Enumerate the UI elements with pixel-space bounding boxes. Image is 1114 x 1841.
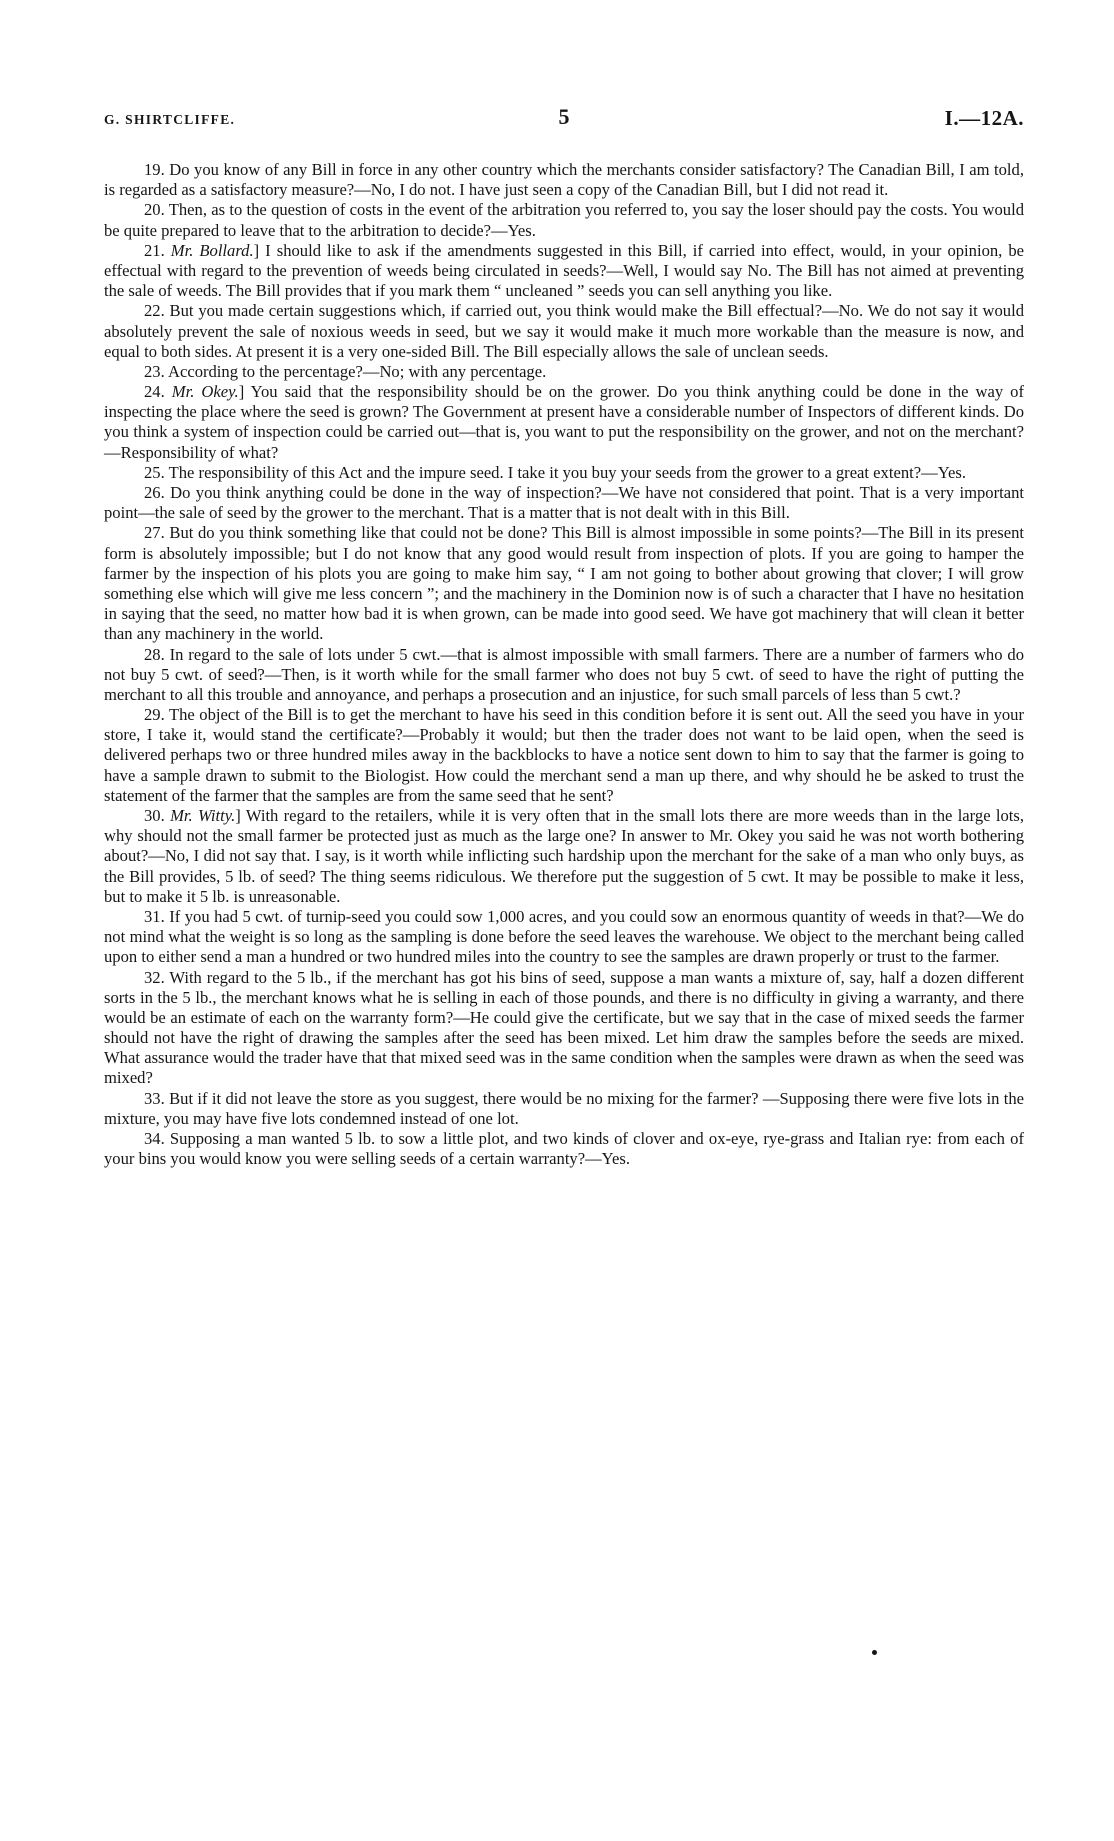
paragraph-33: 33. But if it did not leave the store as you suggest, there would be no mixing for the farmer? —Supposing there were five lots in the mixture, you may have five lots condemned instead of one lot.	[104, 1088, 1024, 1128]
page-number: 5	[558, 104, 570, 129]
page-header	[104, 104, 1024, 134]
question-number: 24.	[144, 382, 165, 402]
speaker-name: Mr. Okey.	[171, 382, 239, 402]
paragraph-26: 26. Do you think anything could be done in the way of inspection?—We have not considered that point. That is a very important point—the sale of seed by the grower to the merchant. That is a matter that is not dealt with in this Bill.	[104, 483, 1024, 523]
paragraph-30: 30. Mr. Witty.] With regard to the retailers, while it is very often that in the small lots there are more weeds than in the large lots, why should not the small farmer be protected just as much as the large one? In answer to Mr. Okey you said he was not worth bothering about?—No, I did not say that. I say, is it worth while inflicting such hardship upon the merchant for the sake of a man who only buys, as the Bill provides, 5 lb. of seed? The thing seems ridiculous. We therefore put the suggestion of 5 cwt. It may be possible to make it less, but to make it 5 lb. is unreasonable.	[104, 806, 1024, 906]
paragraph-25: 25. The responsibility of this Act and the impure seed. I take it you buy your seeds from the grower to a great extent?—Yes.	[144, 462, 966, 482]
document-reference: I.—12A.	[944, 106, 1024, 130]
paragraph-22: 22. But you made certain suggestions which, if carried out, you think would make the Bill effectual?—No. We do not say it would absolutely prevent the sale of noxious weeds in seed, but we say it would make it much more workable than the measure is now, and equal to both sides. At present it is a very one-sided Bill. The Bill especially allows the sale of unclean seeds.	[104, 301, 1024, 361]
paragraph-23: 23. According to the percentage?—No; with any percentage.	[144, 361, 547, 381]
paragraph-27: 27. But do you think something like that could not be done? This Bill is almost impossible in some points?—The Bill in its present form is absolutely impossible; but I do not know that any good would result from inspection of plots. If you are going to hamper the farmer by the inspection of his plots you are going to make him say, “ I am not going to bother about growing that clover; I will grow something else which will give me less concern ”; and the machinery in the Dominion now is of such a character that I have no hesitation in saying that the seed, no matter how bad it is when grown, can be made into good seed. We have got machinery that will clean it better than any machinery in the world.	[104, 523, 1024, 644]
paragraph-20: 20. Then, as to the question of costs in the event of the arbitration you referred to, you say the loser should pay the costs. You would be quite prepared to leave that to the arbitration to decide?—Yes.	[104, 200, 1024, 240]
paragraph-32: 32. With regard to the 5 lb., if the merchant has got his bins of seed, suppose a man wants a mixture of, say, half a dozen different sorts in the 5 lb., the merchant knows what he is selling in each of those pounds, and there is no difficulty in giving a warranty, and there would be an estimate of each on the warranty form?—He could give the certificate, but we say that in the case of mixed seeds the farmer should not have the right of drawing the samples after the seed has been mixed. Let him draw the samples before the seeds are mixed. What assurance would the trader have that that mixed seed was in the same condition when the samples were drawn as when the seed was mixed?	[104, 967, 1024, 1088]
paragraph-34: 34. Supposing a man wanted 5 lb. to sow a little plot, and two kinds of clover and ox-eye, rye-grass and Italian rye: from each of your bins you would know you were selling seeds of a certain warranty?—Yes.	[104, 1129, 1024, 1169]
speaker-name: Mr. Witty.	[170, 806, 236, 825]
document-body	[104, 160, 1024, 1169]
header-author: G. SHIRTCLIFFE.	[104, 112, 236, 127]
paragraph-19: 19. Do you know of any Bill in force in any other country which the merchants consider satisfactory? The Canadian Bill, I am told, is regarded as a satisfactory measure?—No, I do not. I have just seen a copy of the Canadian Bill, but I did not read it.	[104, 160, 1024, 200]
ink-dot	[872, 1650, 877, 1655]
paragraph-28: 28. In regard to the sale of lots under 5 cwt.—that is almost impossible with small farmers. There are a number of farmers who do not buy 5 cwt. of seed?—Then, is it worth while for the small farmer who does not buy 5 cwt. of seed to have the right of putting the merchant to all this trouble and annoyance, and perhaps a prosecution and an injustice, for such small parcels of less than 5 cwt.?	[104, 644, 1024, 704]
paragraph-21: 21. Mr. Bollard.] I should like to ask if the amendments suggested in this Bill, if carried into effect, would, in your opinion, be effectual with regard to the prevention of weeds being circulated in seeds?—Well, I would say No. The Bill has not aimed at preventing the sale of weeds. The Bill provides that if you mark them “ uncleaned ” seeds you can sell anything you like.	[104, 240, 1024, 301]
paragraph-24: 24. Mr. Okey.] You said that the responsibility should be on the grower. Do you think anything could be done in the way of inspecting the place where the seed is grown? The Government at present have a considerable number of Inspectors of different kinds. Do you think a system of inspection could be carried out—that is, you want to put the responsibility on the grower, and not on the merchant?—Responsibility of what?	[104, 382, 1024, 462]
paragraph-31: 31. If you had 5 cwt. of turnip-seed you could sow 1,000 acres, and you could sow an enormous quantity of weeds in that?—We do not mind what the weight is so long as the sampling is done before the seed leaves the warehouse. We object to the merchant being called upon to either send a man a hundred or two hundred miles into the country to see the samples are drawn properly or trust to the farmer.	[104, 906, 1024, 967]
question-number: 30.	[144, 806, 165, 825]
question-number: 21.	[144, 240, 165, 260]
speaker-name: Mr. Bollard.	[170, 240, 254, 260]
paragraph-29: 29. The object of the Bill is to get the merchant to have his seed in this condition before it is sent out. All the seed you have in your store, I take it, would stand the certificate?—Probably it would; but then the trader does not want to be laid open, when the seed is delivered perhaps two or three hundred miles away in the backblocks to have a notice sent down to him to say that the farmer is going to have a sample drawn to submit to the Biologist. How could the merchant send a man up there, and why should he be asked to trust the statement of the farmer that the samples are from the same seed that he sent?	[104, 705, 1024, 805]
